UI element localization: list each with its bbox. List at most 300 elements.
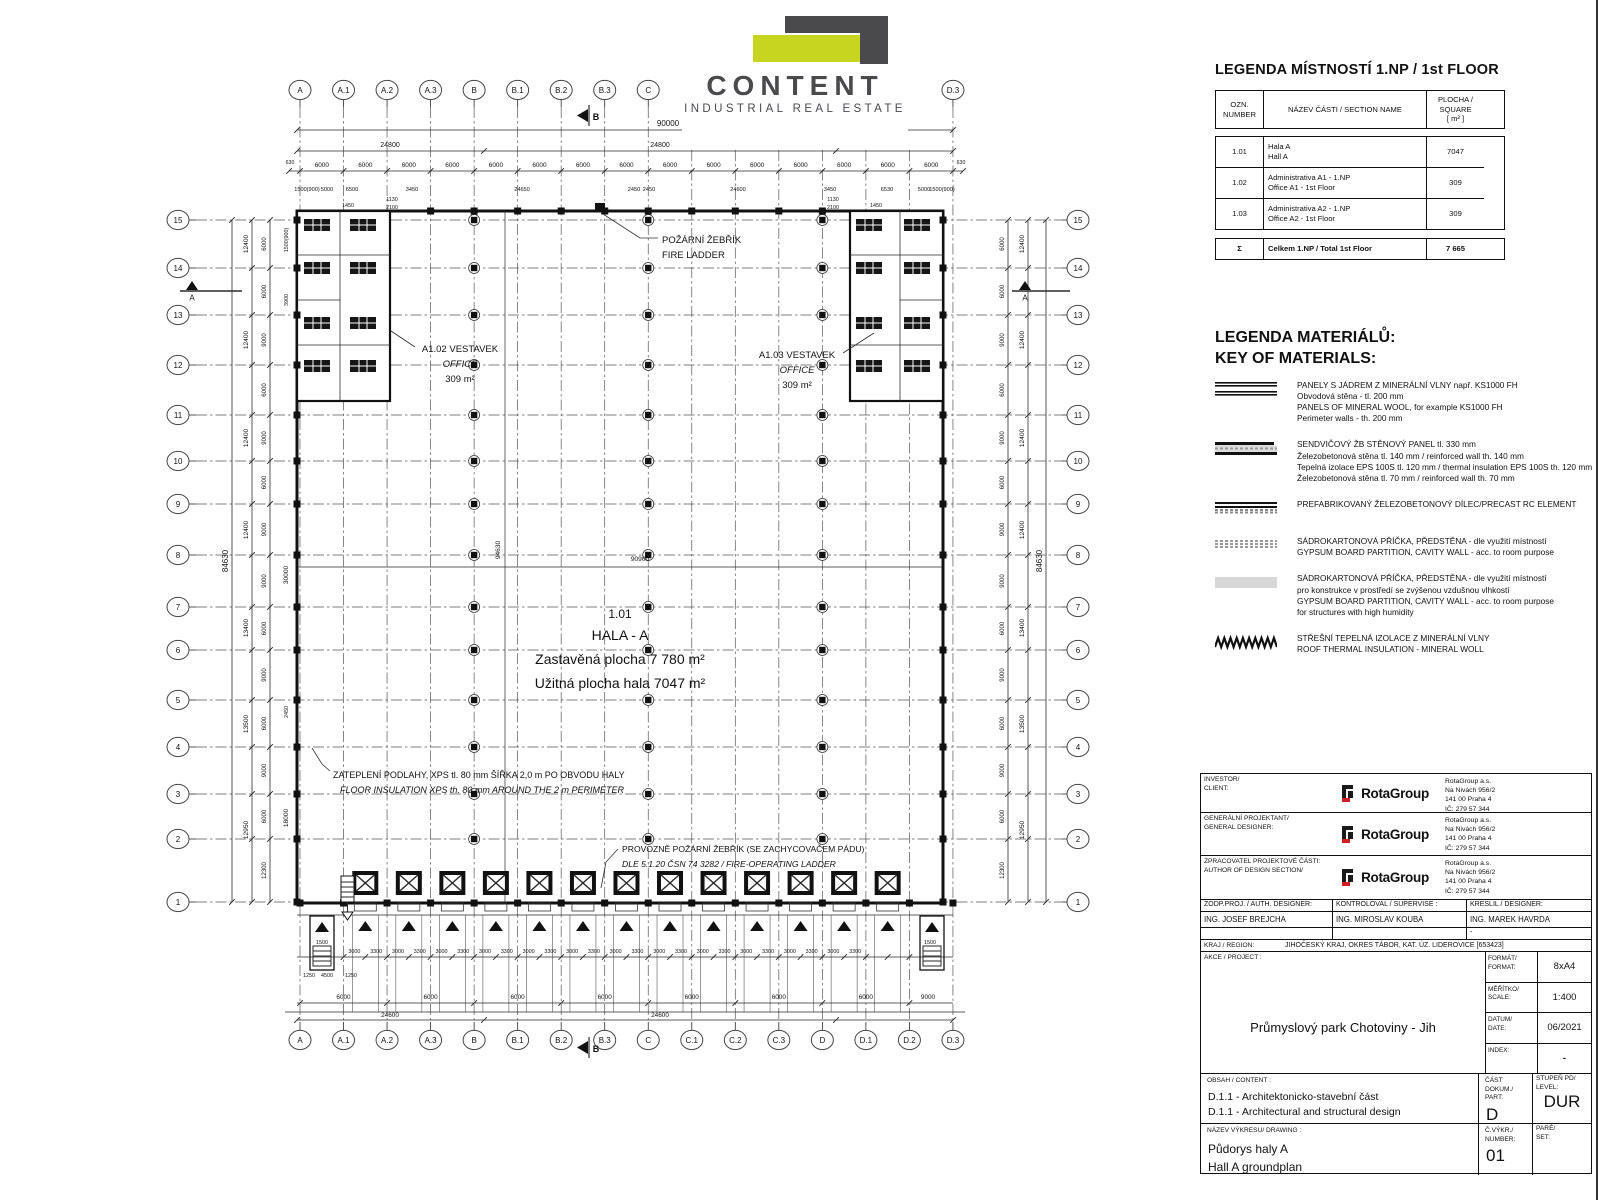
office-a103-outline (850, 211, 943, 401)
dim-label: 12400 (243, 330, 250, 350)
dim-label: 6000 (1000, 284, 1006, 299)
dim-label: 3300 (413, 949, 426, 955)
grid-row-label-left: 2 (175, 834, 181, 844)
drawn-sub-value: - (1470, 929, 1473, 936)
grid-row-label-right: 9 (1075, 499, 1081, 509)
material-description: SÁDROKARTONOVÁ PŘÍČKA, PŘEDSTĚNA - dle využití místností GYPSUM BOARD PARTITION, CAVITY WALL - acc. to room purpose (1297, 536, 1554, 558)
dock-arrow (445, 921, 459, 931)
company-address: RotaGroup a.s. Na Nivách 956/2 141 00 Praha 4 IČ: 279 57 344 (1445, 860, 1496, 895)
floor-insulation-note: FLOOR INSULATION XPS th. 80 mm AROUND THE 2 m PERIMETER (340, 785, 625, 795)
dim-label: 6000 (749, 162, 765, 169)
auth-designer-label: ZODP.PROJ. / AUTH. DESIGNER: (1201, 900, 1333, 911)
material-item (1215, 633, 1595, 655)
section-marker-a-icon (186, 281, 198, 290)
rotagroup-mark-icon (1339, 825, 1356, 844)
grid-row-label-left: 11 (173, 410, 183, 420)
drawing-name-cz: Půdorys haly A (1208, 1141, 1289, 1156)
author-label: ZPRACOVATEL PROJEKTOVÉ ČÁSTI: AUTHOR OF DESIGN SECTION/ (1204, 858, 1321, 874)
wall-pilaster (294, 791, 301, 798)
operating-ladder-note: DLE 5.1.20 ČSN 74 3282 / FIRE-OPERATING LADDER (622, 859, 836, 869)
wall-pilaster (294, 458, 301, 465)
dim-label: 9000 (262, 763, 268, 778)
dim-label: 3300 (849, 949, 862, 955)
wall-pilaster (514, 208, 521, 215)
wall-pilaster (940, 265, 947, 272)
dim-label: 6000 (575, 162, 591, 169)
people-sub-row (1201, 928, 1591, 940)
column-mark (471, 501, 477, 507)
dim-label: 9000 (262, 431, 268, 445)
dim-label: 3300 (544, 949, 557, 955)
dim-label: 3000 (696, 949, 709, 955)
dim-label: 24600 (651, 1012, 669, 1019)
dim-label: 6000 (262, 284, 268, 299)
dim-label: 6000 (706, 162, 721, 169)
supervisor-name: ING. MIROSLAV KOUBA (1333, 912, 1467, 927)
wall-pilaster (819, 900, 826, 907)
content-logo (682, 8, 908, 138)
scale-value: 1:400 (1552, 991, 1577, 1003)
wall-pilaster (940, 412, 947, 419)
column-mark (645, 604, 651, 610)
column-mark (645, 458, 651, 464)
region-value: JIHOČESKÝ KRAJ, OKRES TÁBOR, KAT. ÚZ. LIDEROVICE [653423] (1285, 942, 1504, 949)
grid-row-label-right: 12 (1073, 360, 1083, 370)
level-cell: STUPEŇ PD/ LEVEL: DUR (1533, 1074, 1591, 1123)
office-a102-outline (297, 211, 390, 401)
grid-col-label-top: B.2 (555, 85, 568, 95)
wall-pilaster (294, 552, 301, 559)
index-row (1486, 1044, 1591, 1074)
grid-row-label-right: 6 (1075, 645, 1081, 655)
hall-name: HALA - A (591, 627, 649, 643)
column-mark (819, 552, 825, 558)
grid-row-label-left: 14 (173, 263, 183, 273)
section-marker-a-label: A (1022, 293, 1028, 303)
materials-legend-title: LEGENDA MATERIÁLŮ: KEY OF MATERIALS: (1215, 329, 1396, 367)
column-mark (471, 647, 477, 653)
wall-pilaster (862, 900, 869, 907)
logo-lime-shape (753, 35, 860, 62)
scale-label: MĚŘÍTKO/ SCALE: (1486, 983, 1538, 1013)
dim-label: 90900 (630, 556, 650, 563)
room-number: 1.01 (1216, 137, 1264, 168)
column-mark (819, 791, 825, 797)
column-mark (645, 836, 651, 842)
office-a103-note: OFFICE (779, 365, 815, 376)
dim-label: 2450 (284, 706, 290, 718)
format-value: 8xA4 (1553, 961, 1576, 973)
dim-label: 6000 (445, 162, 460, 169)
grid-col-label-bottom: A.2 (381, 1035, 394, 1045)
wall-pilaster (940, 362, 947, 369)
room-area: 7047 (1427, 137, 1484, 168)
column-mark (645, 362, 651, 368)
dim-label: 84630 (1035, 549, 1044, 573)
grid-row-label-left: 7 (175, 602, 181, 612)
fire-ladder-note: POŽÁRNÍ ŽEBŘÍK (662, 235, 742, 246)
dim-label: 84630 (221, 549, 230, 573)
dim-label: 9000 (920, 994, 936, 1001)
grid-col-label-bottom: C.1 (685, 1035, 698, 1045)
grid-row-label-left: 9 (175, 499, 181, 509)
dim-label: 6000 (837, 162, 852, 169)
dim-label: 6000 (1000, 383, 1006, 397)
wall-pilaster (294, 362, 301, 369)
dim-label: 9000 (262, 668, 268, 682)
column-mark (645, 312, 651, 318)
column-mark (645, 265, 651, 271)
material-item (1215, 536, 1595, 558)
dim-label: 24600 (381, 1012, 399, 1019)
scale-row (1486, 983, 1591, 1014)
grid-row-label-left: 5 (175, 695, 181, 705)
dim-label: 3000 (435, 949, 448, 955)
dim-label: 24600 (730, 187, 746, 193)
set-cell: PARÉ/ SET: (1536, 1125, 1556, 1141)
dim-label: 3300 (718, 949, 731, 955)
room-number: 1.02 (1216, 168, 1264, 199)
dim-label: 94630 (495, 540, 502, 560)
wall-pilaster (940, 791, 947, 798)
column-mark (471, 412, 477, 418)
format-row (1486, 952, 1591, 983)
wall-pilaster (940, 458, 947, 465)
header-name: NÁZEV ČÁSTI / SECTION NAME (1264, 91, 1427, 128)
material-item (1215, 380, 1595, 425)
dim-label: 90000 (656, 119, 680, 128)
dim-label: 3000 (827, 949, 840, 955)
column-mark (819, 312, 825, 318)
room-number: 1.03 (1216, 199, 1264, 229)
dim-label: 18000 (283, 808, 290, 828)
room-legend-title: LEGENDA MÍSTNOSTÍ 1.NP / 1st FLOOR (1215, 62, 1499, 78)
dim-label: 12300 (1000, 862, 1006, 879)
content-cell (1201, 1074, 1479, 1123)
dim-label: 630 (956, 160, 966, 166)
dock-arrow (576, 921, 590, 931)
dim-label: 6000 (684, 994, 699, 1001)
column-mark (819, 217, 825, 223)
materials-legend-items (1215, 380, 1595, 656)
dim-label: 13500 (1019, 714, 1026, 734)
wall-pilaster (294, 647, 301, 654)
grid-row-label-right: 7 (1075, 602, 1081, 612)
grid-col-label-top: B.1 (511, 85, 524, 95)
wall-pilaster (940, 899, 947, 906)
office-a102-note: OFFICE (442, 359, 478, 370)
dim-label: 1500 (924, 940, 936, 946)
rotagroup-logo (1325, 774, 1443, 812)
grid-col-label-top: A (297, 85, 303, 95)
dim-label: 6000 (262, 475, 268, 490)
material-item (1215, 499, 1595, 521)
date-label: DATUM/ DATE: (1486, 1013, 1538, 1043)
number-cell: Č.VÝKR./ NUMBER: 01 (1479, 1124, 1533, 1175)
rotagroup-mark-icon (1339, 784, 1356, 803)
dim-label: 3300 (500, 949, 513, 955)
wall-pilaster (940, 604, 947, 611)
dock-arrow (707, 921, 721, 931)
room-legend (1215, 62, 1505, 260)
dim-label: 630 (285, 160, 295, 166)
dim-label: 1130 (827, 197, 839, 203)
dim-label: 12400 (243, 428, 250, 448)
project-cell (1201, 952, 1485, 1073)
column-mark (471, 265, 477, 271)
header-area: PLOCHA / SQUARE [ m² ] (1437, 94, 1474, 124)
general-designer-row (1201, 813, 1591, 856)
grid-col-label-top: A.3 (424, 85, 437, 95)
dim-label: 9000 (1000, 668, 1006, 682)
grid-row-label-left: 15 (173, 215, 183, 225)
total-area: 7 665 (1445, 244, 1465, 254)
dim-label: 6000 (858, 994, 873, 1001)
grid-row-label-right: 11 (1073, 410, 1083, 420)
dim-label: 1500 (316, 940, 328, 946)
dim-label: 6000 (358, 162, 373, 169)
material-description: SÁDROKARTONOVÁ PŘÍČKA, PŘEDSTĚNA - dle využití místností pro konstrukce v prostředí se zvýšenou vzdušnou vlhkostí GYPSUM BOARD PARTITION, CAVITY WALL - acc. to room purpose for structures with high humidity (1297, 573, 1554, 618)
people-names-row (1201, 912, 1591, 928)
company-address: RotaGroup a.s. Na Nivách 956/2 141 00 Praha 4 IČ: 279 57 344 (1445, 817, 1496, 852)
leader-line (312, 748, 330, 771)
dim-label: 3900 (284, 294, 290, 306)
dim-label: 1500(900) (284, 227, 290, 253)
mineral-wool-panel-symbol (1215, 380, 1281, 425)
grid-row-label-right: 10 (1073, 456, 1083, 466)
dim-label: 6000 (1000, 809, 1006, 824)
dim-label: 6000 (880, 162, 895, 169)
dim-label: 3000 (479, 949, 492, 955)
section-marker-b-icon (577, 1041, 588, 1054)
date-row (1486, 1013, 1591, 1044)
dim-label: 1500(900) (294, 187, 320, 193)
dim-label: 12400 (1019, 330, 1026, 350)
grid-col-label-bottom: D.3 (946, 1035, 960, 1045)
wall-pilaster (940, 836, 947, 843)
dock-arrow (750, 921, 764, 931)
grid-row-label-left: 4 (175, 742, 181, 752)
gypsum-partition-humid-symbol (1215, 573, 1281, 618)
material-description: PREFABRIKOVANÝ ŽELEZOBETONOVÝ DÍLEC/PRECAST RC ELEMENT (1297, 499, 1577, 510)
section-marker-b-label: B (592, 1044, 600, 1054)
column-mark (471, 458, 477, 464)
room-legend-body (1215, 136, 1505, 230)
dim-label: 6000 (510, 994, 525, 1001)
content-label: OBSAH / CONTENT : (1207, 1077, 1271, 1084)
dim-label: 3300 (805, 949, 818, 955)
material-item (1215, 573, 1595, 618)
dim-label: 1130 (386, 197, 398, 203)
dim-label: 12950 (1019, 820, 1026, 840)
column-mark (645, 501, 651, 507)
dim-label: 6000 (336, 994, 351, 1001)
wall-pilaster (427, 208, 434, 215)
dim-label: 9000 (1000, 763, 1006, 778)
dim-label: 5000 (320, 187, 334, 193)
grid-col-label-bottom: B (471, 1035, 477, 1045)
dock-arrow (881, 921, 895, 931)
dim-label: 13500 (243, 714, 250, 734)
section-marker-a-icon (1019, 281, 1031, 290)
grid-row-label-left: 6 (175, 645, 181, 655)
grid-row-label-left: 3 (175, 789, 181, 799)
project-label: AKCE / PROJECT : (1204, 954, 1262, 961)
materials-legend (1215, 328, 1595, 671)
dim-label: 13400 (243, 618, 250, 638)
material-description: STŘEŠNÍ TEPELNÁ IZOLACE Z MINERÁLNÍ VLNY ROOF THERMAL INSULATION - MINERAL WOLL (1297, 633, 1490, 655)
dim-label: 2450 (642, 187, 656, 193)
dim-label: 3300 (587, 949, 600, 955)
drawing-name-cell (1201, 1124, 1479, 1175)
region-label: KRAJ / REGION: (1204, 942, 1255, 949)
dim-label: 9000 (262, 333, 268, 347)
grid-col-label-top: B.3 (598, 85, 611, 95)
auth-designer-name: ING. JOSEF BREJCHA (1201, 912, 1333, 927)
room-legend-total-row (1215, 238, 1505, 260)
grid-row-label-right: 14 (1073, 263, 1083, 273)
column-mark (471, 697, 477, 703)
grid-col-label-bottom: A.3 (424, 1035, 437, 1045)
dim-label: 2100 (386, 205, 398, 211)
dim-label: 1450 (342, 203, 354, 209)
rotagroup-logo (1325, 813, 1443, 855)
general-designer-label: GENERÁLNÍ PROJEKTANT/ GENERAL DESIGNER: (1204, 815, 1289, 831)
grid-row-label-right: 2 (1075, 834, 1081, 844)
date-value: 06/2021 (1547, 1022, 1582, 1034)
dim-label: 12300 (262, 862, 268, 879)
dim-label: 3000 (609, 949, 622, 955)
content-line-en: D.1.1 - Architectural and structural design (1208, 1105, 1401, 1118)
grid-col-label-bottom: C.2 (729, 1035, 742, 1045)
gypsum-partition-symbol (1215, 536, 1281, 558)
wall-pilaster (427, 900, 434, 907)
dock-arrow (489, 921, 503, 931)
header-number: OZN. NUMBER (1216, 91, 1264, 128)
ladder-symbol (341, 876, 354, 902)
grid-row-label-right: 4 (1075, 742, 1081, 752)
grid-row-label-right: 8 (1075, 550, 1081, 560)
leader-line (391, 331, 415, 347)
office-a103-note: 309 m² (782, 380, 812, 391)
hall-number: 1.01 (608, 607, 632, 621)
author-row (1201, 856, 1591, 900)
dock-arrow (402, 921, 416, 931)
sandwich-panel-symbol (1215, 439, 1281, 484)
wall-pilaster (940, 552, 947, 559)
grid-col-label-top: A.2 (381, 85, 394, 95)
material-description: PANELY S JÁDREM Z MINERÁLNÍ VLNY např. KS1000 FH Obvodová stěna - tl. 200 mm PANELS OF MINERAL WOOL, for example KS1000 FH Perimeter walls - th. 200 mm (1297, 379, 1518, 424)
column-mark (645, 412, 651, 418)
dim-label: 6000 (597, 994, 612, 1001)
column-mark (471, 604, 477, 610)
format-label: FORMÁT/ FORMAT: (1486, 952, 1538, 982)
room-name: Administrativa A2 - 1.NP Office A2 - 1st Floor (1264, 199, 1427, 229)
sheet-border (1596, 0, 1598, 1200)
wall-pilaster (645, 900, 652, 907)
dim-label: 3450 (823, 187, 837, 193)
logo-subtitle: INDUSTRIAL REAL ESTATE (684, 103, 906, 115)
column-mark (819, 744, 825, 750)
column-mark (471, 217, 477, 223)
wall-pilaster (601, 900, 608, 907)
office-a102-note: A1.02 VESTAVEK (421, 344, 499, 355)
column-mark (819, 697, 825, 703)
drawing-name-en: Hall A groundplan (1208, 1159, 1303, 1174)
grid-col-label-top: C (645, 85, 652, 95)
dim-label: 6000 (619, 162, 634, 169)
roof-insulation-symbol (1215, 633, 1281, 655)
logo-stub-shape (860, 16, 888, 64)
room-area: 309 (1449, 209, 1462, 219)
dock-arrow (663, 921, 677, 931)
dim-label: 3000 (653, 949, 666, 955)
region-row (1201, 940, 1591, 952)
content-row (1201, 1074, 1591, 1124)
dim-label: 24800 (650, 142, 670, 149)
dim-label: 30000 (283, 565, 290, 585)
column-mark (471, 552, 477, 558)
investor-row (1201, 774, 1591, 813)
content-line-cz: D.1.1 - Architektonicko-stavební část (1208, 1090, 1379, 1103)
grid-row-label-right: 3 (1075, 789, 1081, 799)
wall-pilaster (732, 900, 739, 907)
column-mark (819, 412, 825, 418)
dim-label: 3000 (783, 949, 796, 955)
dock-arrow (794, 921, 808, 931)
grid-col-label-top: B (471, 85, 477, 95)
dim-label: 3000 (566, 949, 579, 955)
total-label: Celkem 1.NP / Total 1st Floor (1264, 239, 1427, 259)
dim-label: 3300 (370, 949, 383, 955)
floor-insulation-note: ZATEPLENÍ PODLAHY, XPS tl. 80 mm ŠÍŘKA 2,0 m PO OBVODU HALY (333, 770, 625, 780)
dim-label: 6000 (488, 162, 504, 169)
dock-arrow (619, 921, 633, 931)
dim-label: 6500 (345, 187, 359, 193)
dim-label: 9000 (262, 522, 268, 537)
drawn-by-label: KRESLIL / DESIGNER: (1470, 901, 1543, 908)
material-item (1215, 439, 1595, 484)
precast-rc-symbol (1215, 499, 1281, 521)
dim-label: 13400 (1019, 618, 1026, 638)
dim-label: 6000 (1000, 716, 1006, 731)
material-description: SENDVIČOVÝ ŽB STĚNOVÝ PANEL tl. 330 mm Železobetonová stěna tl. 140 mm / reinforced wall th. 140 mm Tepelná izolace EPS 100S tl. 120 mm / thermal insulation EPS 100S th. 120 mm Železobetonová stěna tl. 70 mm / reinforced wall th. 70 mm (1297, 439, 1593, 483)
dim-label: 3000 (522, 949, 535, 955)
grid-row-label-right: 5 (1075, 695, 1081, 705)
dim-label: 3450 (405, 187, 419, 193)
grid-row-label-left: 1 (175, 897, 181, 907)
office-a103-note: A1.03 VESTAVEK (758, 350, 836, 361)
wall-pilaster (775, 900, 782, 907)
index-label: INDEX: (1486, 1044, 1538, 1074)
dim-label: 9000 (262, 574, 268, 588)
grid-row-label-left: 8 (175, 550, 181, 560)
section-marker-b-label: B (592, 112, 600, 122)
dim-label: 3300 (631, 949, 644, 955)
dim-label: 12950 (243, 820, 250, 840)
wall-pilaster (732, 208, 739, 215)
dim-label: 6000 (423, 994, 438, 1001)
wall-pilaster (558, 900, 565, 907)
content-logo-icon (702, 14, 888, 64)
column-mark (471, 312, 477, 318)
column-mark (819, 265, 825, 271)
grid-row-label-left: 10 (173, 456, 183, 466)
column-mark (645, 744, 651, 750)
hall-usable-area: Užitná plocha hala 7047 m² (534, 675, 706, 691)
wall-pilaster (294, 412, 301, 419)
wall-pilaster (940, 312, 947, 319)
